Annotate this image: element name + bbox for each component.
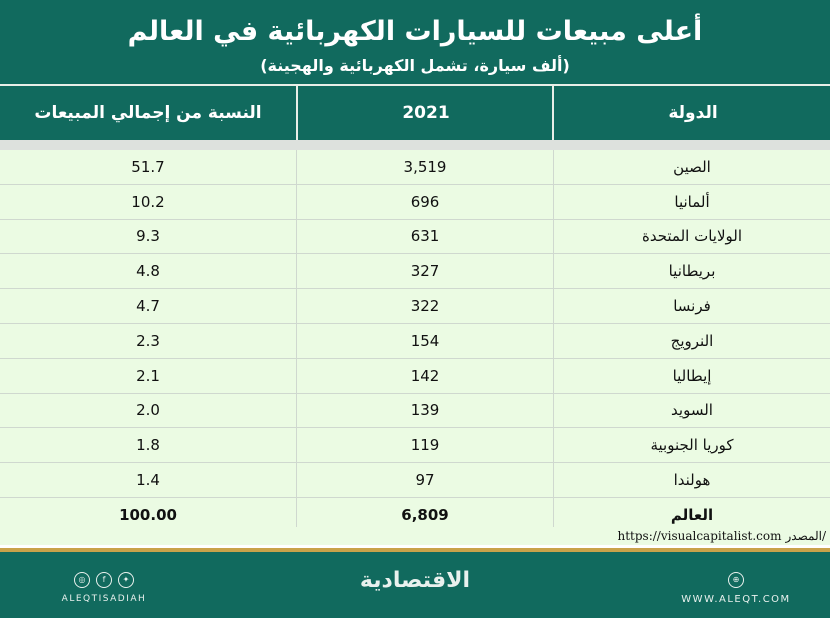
cell-share: 100.00 bbox=[0, 498, 297, 532]
data-table bbox=[0, 150, 830, 533]
cell-share: 51.7 bbox=[0, 150, 297, 184]
social-handle: ALEQTISADIAH bbox=[61, 594, 147, 604]
cell-sales: 3,519 bbox=[297, 150, 554, 184]
footer-website bbox=[666, 572, 806, 605]
header-divider bbox=[0, 140, 830, 150]
table-header bbox=[0, 86, 830, 140]
cell-share: 1.4 bbox=[0, 463, 297, 497]
cell-sales: 119 bbox=[297, 428, 554, 462]
footer bbox=[0, 552, 830, 618]
page-title: أعلى مبيعات للسيارات الكهربائية في العالم bbox=[127, 16, 703, 47]
cell-sales: 327 bbox=[297, 254, 554, 288]
cell-country: هولندا bbox=[673, 471, 711, 490]
cell-country: الصين bbox=[673, 157, 711, 176]
cell-country: العالم bbox=[670, 505, 714, 524]
cell-share: 2.3 bbox=[0, 324, 297, 358]
cell-sales: 631 bbox=[297, 220, 554, 254]
source-url[interactable]: https://visualcapitalist.com bbox=[617, 529, 782, 543]
table-row bbox=[0, 463, 830, 498]
title-block bbox=[0, 0, 830, 86]
instagram-icon[interactable]: ◎ bbox=[74, 572, 90, 588]
table-row bbox=[0, 324, 830, 359]
cell-country: السويد bbox=[671, 401, 713, 420]
cell-sales: 139 bbox=[297, 394, 554, 428]
cell-sales: 6,809 bbox=[297, 498, 554, 532]
table-row bbox=[0, 428, 830, 463]
table-row bbox=[0, 150, 830, 185]
web-icon[interactable]: ⊕ bbox=[728, 572, 744, 588]
cell-sales: 97 bbox=[297, 463, 554, 497]
cell-country: الولايات المتحدة bbox=[641, 227, 743, 246]
brand-logo: الاقتصادية bbox=[359, 568, 471, 593]
cell-share: 10.2 bbox=[0, 185, 297, 219]
table-row bbox=[0, 359, 830, 394]
table-row bbox=[0, 394, 830, 429]
cell-sales: 142 bbox=[297, 359, 554, 393]
page-subtitle: (ألف سيارة، تشمل الكهربائية والهجينة) bbox=[260, 56, 570, 75]
cell-sales: 696 bbox=[297, 185, 554, 219]
source-line bbox=[0, 527, 830, 545]
cell-country: كوريا الجنوبية bbox=[650, 436, 734, 455]
header-country: الدولة bbox=[552, 86, 830, 140]
cell-sales: 322 bbox=[297, 289, 554, 323]
cell-sales: 154 bbox=[297, 324, 554, 358]
source-label: المصدر/ bbox=[785, 529, 826, 543]
website-link[interactable]: WWW.ALEQT.COM bbox=[681, 594, 791, 605]
cell-share: 2.1 bbox=[0, 359, 297, 393]
table-row bbox=[0, 185, 830, 220]
cell-country: فرنسا bbox=[673, 297, 711, 316]
cell-share: 1.8 bbox=[0, 428, 297, 462]
cell-country: النرويج bbox=[670, 331, 714, 350]
cell-share: 4.7 bbox=[0, 289, 297, 323]
cell-share: 4.8 bbox=[0, 254, 297, 288]
facebook-icon[interactable]: f bbox=[96, 572, 112, 588]
cell-country: بريطانيا bbox=[668, 262, 716, 281]
twitter-icon[interactable]: ✦ bbox=[118, 572, 134, 588]
cell-country: ألمانيا bbox=[674, 192, 710, 211]
header-year: 2021 bbox=[296, 86, 554, 140]
header-share: النسبة من إجمالي المبيعات bbox=[34, 103, 262, 123]
footer-social bbox=[44, 572, 164, 604]
table-row bbox=[0, 254, 830, 289]
table-row bbox=[0, 289, 830, 324]
table-row bbox=[0, 220, 830, 255]
cell-country: إيطاليا bbox=[672, 366, 712, 385]
cell-share: 9.3 bbox=[0, 220, 297, 254]
cell-share: 2.0 bbox=[0, 394, 297, 428]
